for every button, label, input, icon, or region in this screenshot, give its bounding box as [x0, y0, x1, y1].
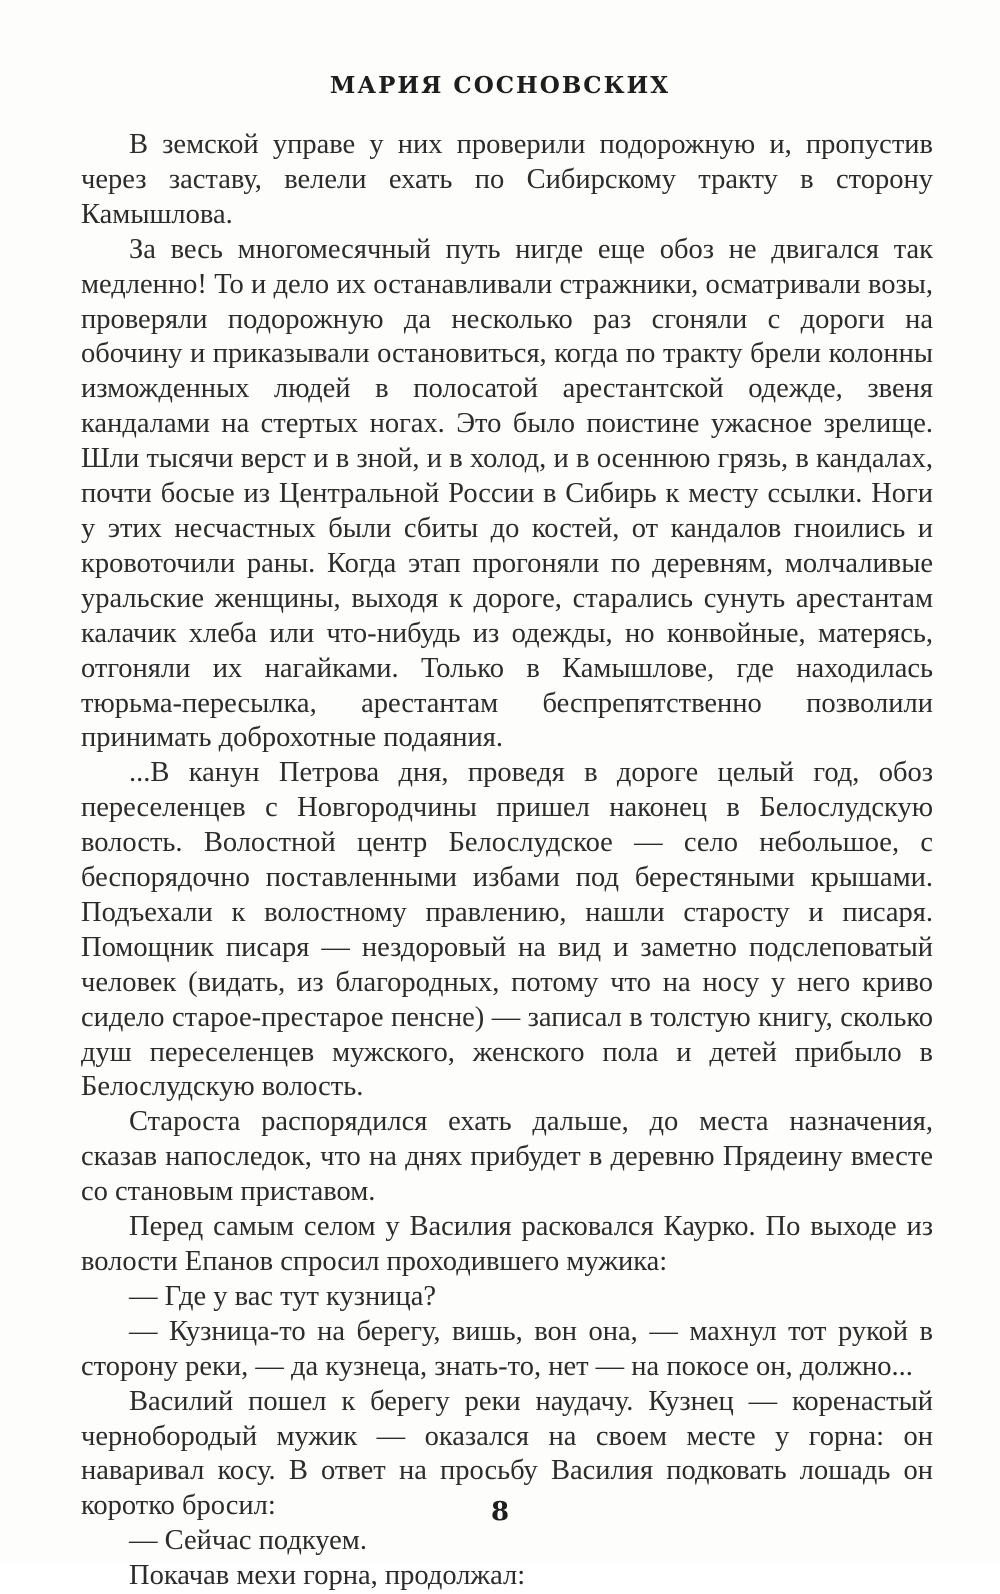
paragraph: ...В канун Петрова дня, проведя в дороге целый год, обоз переселенцев с Новгородчины пришел наконец в Белослудскую волость. Волостной центр Белослудское — село небольшое, с беспорядочно поставленными избами под берестяными крышами. Подъехали к волостному правлению, нашли старосту и писаря. Помощник писаря — нездоровый на вид и заметно подслеповатый человек (видать, из благородных, потому что на носу у него криво сидело старое-престарое пенсне) — записал в толстую книгу, сколько душ переселенцев мужского, женского пола и детей прибыло в Белослудскую волость. [81, 757, 933, 1103]
page-body [81, 128, 933, 1594]
dialogue-line: — Кузница-то на берегу, вишь, вон она, — махнул тот рукой в сторону реки, — да кузнеца, знать-то, нет — на покосе он, должно... [81, 1315, 933, 1382]
paragraph: За весь многомесячный путь нигде еще обоз не двигался так медленно! То и дело их останавливали стражники, осматривали возы, проверяли подорожную да несколько раз сгоняли с дороги на обочину и приказывали остановиться, когда по тракту брели колонны изможденных людей в полосатой арестантской одежде, звеня кандалами на стертых ногах. Это было поистине ужасное зрелище. Шли тысячи верст и в зной, и в холод, и в осеннюю грязь, в кандалах, почти босые из Центральной России в Сибирь к месту ссылки. Ноги у этих несчастных были сбиты до костей, от кандалов гноились и кровоточили раны. Когда этап прогоняли по деревням, молчаливые уральские женщины, выходя к дороге, старались сунуть арестантам калачик хлеба или что-нибудь из одежды, но конвойные, матерясь, отгоняли их нагайками. Только в Камышлове, где находилась тюрьма-пересылка, арестантам беспрепятственно позволили принимать доброхотные подаяния. [81, 233, 933, 754]
dialogue-line: — Сейчас подкуем. [129, 1525, 367, 1557]
dialogue-line: — Где у вас тут кузница? [129, 1280, 437, 1312]
paragraph: Василий пошел к берегу реки наудачу. Кузнец — коренастый чернобородый мужик — оказался на своем месте у горна: он наваривал косу. В ответ на просьбу Василия подковать лошадь он коротко бросил: [81, 1385, 933, 1522]
paragraph: Перед самым селом у Василия расковался Каурко. По выходе из волости Епанов спросил проходившего мужика: [81, 1211, 933, 1277]
running-title: МАРИЯ СОСНОВСКИХ [329, 72, 671, 99]
paragraph: Староста распорядился ехать дальше, до места назначения, сказав напоследок, что на днях прибудет в деревню Прядеину вместе со становым приставом. [81, 1106, 933, 1208]
paragraph: В земской управе у них проверили подорожную и, пропустив через заставу, велели ехать по Сибирскому тракту в сторону Камышлова. [81, 129, 933, 230]
paragraph: Покачав мехи горна, продолжал: [129, 1560, 526, 1592]
page-number: 8 [490, 1497, 510, 1527]
